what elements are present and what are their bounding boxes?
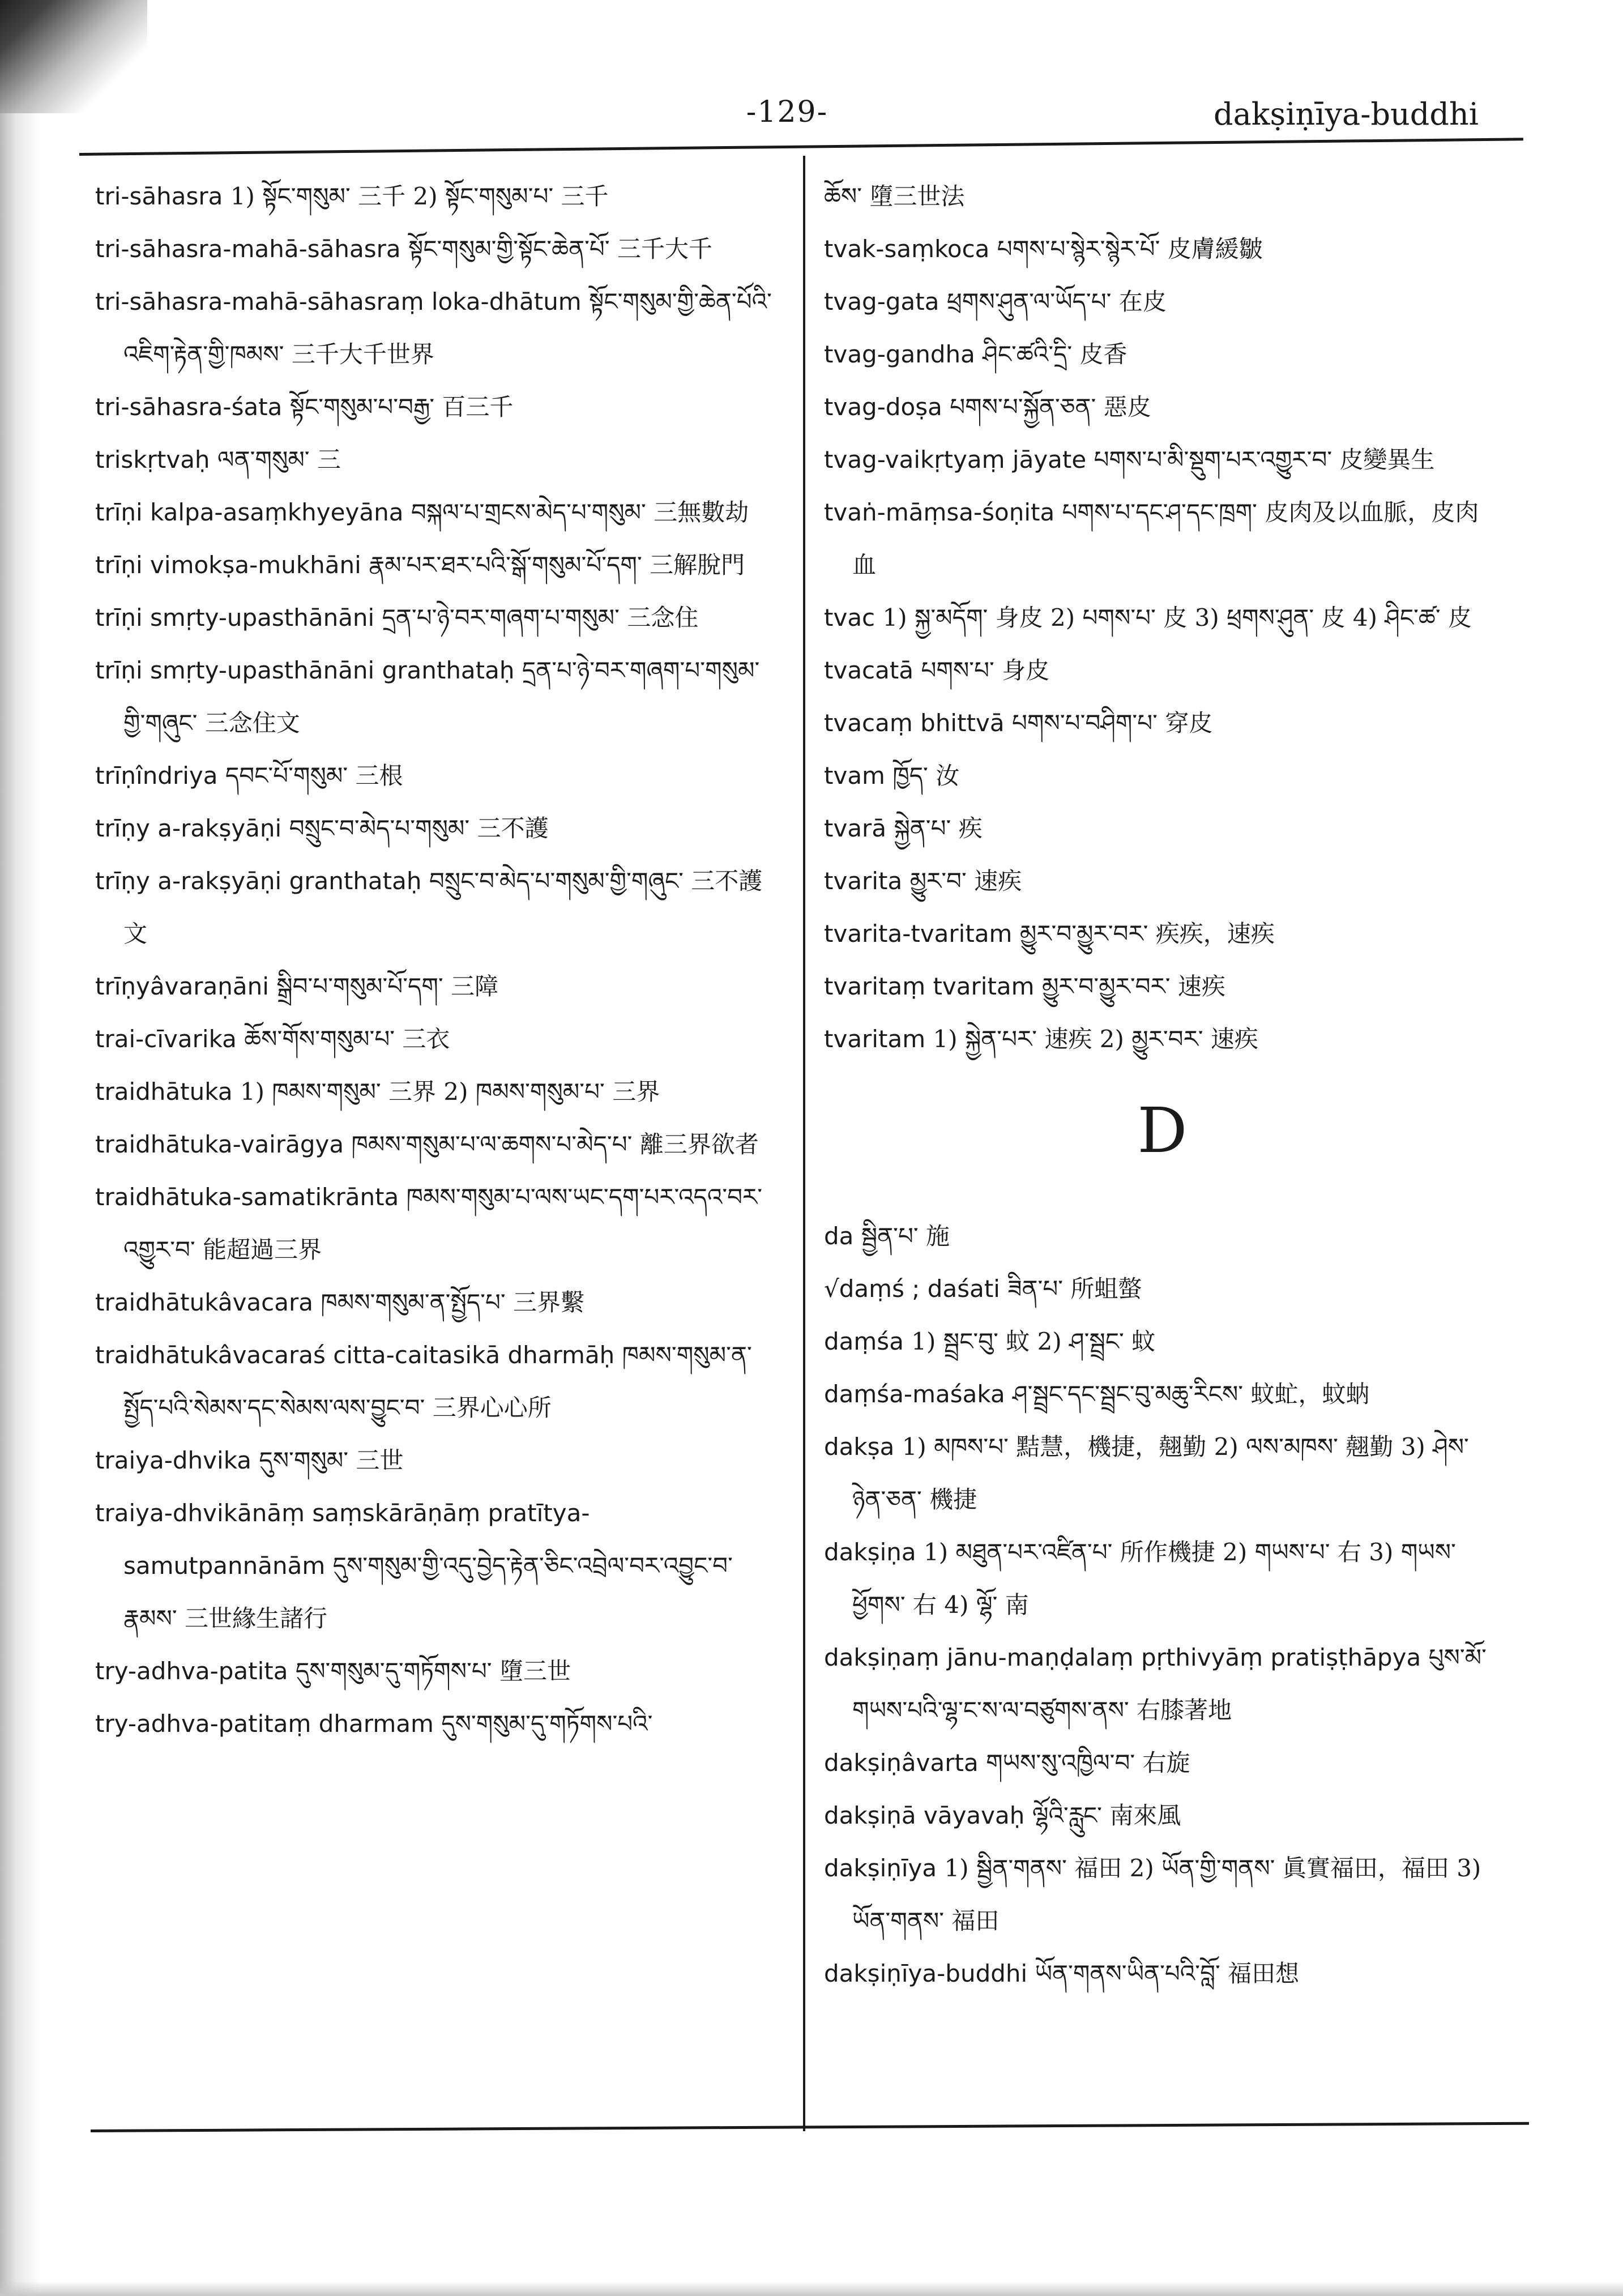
definition: བསྐལ་པ་གྲངས་མེད་པ་གསུམ་ 三無數劫 <box>411 498 749 526</box>
headword: trai-cīvarika <box>95 1025 237 1053</box>
dictionary-entry <box>95 591 775 644</box>
headword: tri-sāhasra <box>95 182 223 210</box>
headword: tvac <box>824 604 875 631</box>
definition: བསྲུང་བ་མེད་པ་གསུམ་ 三不護 <box>289 814 549 842</box>
definition: ཁམས་གསུམ་པ་ལ་ཆགས་པ་མེད་པ་ 離三界欲者 <box>351 1130 759 1158</box>
definition: གཡས་སུ་འཁྱིལ་བ་ 右旋 <box>986 1749 1190 1777</box>
dictionary-entry <box>95 223 775 275</box>
headword: trīṇi smṛty-upasthānāni granthataḥ <box>95 656 515 684</box>
headword: tvaritam <box>824 1025 926 1053</box>
dictionary-entry <box>824 381 1501 433</box>
definition: ཡོན་གནས་ཡིན་པའི་བློ་ 福田想 <box>1035 1960 1300 1987</box>
dictionary-entry <box>824 644 1501 697</box>
dictionary-entry <box>824 960 1501 1013</box>
definition: ཟིན་པ་ 所蛆螫 <box>1007 1275 1142 1303</box>
dictionary-entry <box>95 381 775 433</box>
definition: དུས་གསུམ་དུ་གཏོགས་པའི་ <box>441 1710 653 1738</box>
definition: མྱུར་བ་མྱུར་བར་ 速疾 <box>1041 972 1225 1000</box>
dictionary-entry <box>95 1697 775 1750</box>
dictionary-entry <box>95 486 775 539</box>
dictionary-entry <box>824 1789 1501 1842</box>
headword: dakṣa <box>824 1433 895 1461</box>
dictionary-entry <box>95 855 775 960</box>
dictionary-entry <box>824 1210 1501 1262</box>
page-number: -129- <box>746 95 828 129</box>
dictionary-entry <box>824 1013 1501 1065</box>
left-column <box>95 170 775 1750</box>
headword: √daṃś ; daśati <box>824 1275 1000 1303</box>
scan-bottom-shadow <box>0 2281 1623 2296</box>
definition: རྣམ་པར་ཐར་པའི་སྒོ་གསུམ་པོ་དག་ 三解脫門 <box>369 551 745 579</box>
dictionary-entry <box>95 1329 775 1434</box>
definition: 1) སྟོང་གསུམ་ 三千 2) སྟོང་གསུམ་པ་ 三千 <box>230 182 609 210</box>
dictionary-entry <box>824 275 1501 328</box>
dictionary-entry <box>824 1368 1501 1420</box>
headword: trīṇi kalpa-asaṃkhyeyāna <box>95 498 404 526</box>
dictionary-entry <box>95 275 775 381</box>
definition: པགས་པ་དང་ཤ་དང་ཁྲག་ 皮肉及以血脈，皮肉血 <box>852 498 1479 579</box>
definition: སྦྱིན་པ་ 施 <box>861 1222 950 1250</box>
dictionary-entry <box>95 1645 775 1697</box>
column-divider <box>803 156 805 2131</box>
headword: traiya-dhvikānāṃ saṃskārāṇāṃ pratītya-samutpannānām <box>95 1499 590 1580</box>
definition: མྱུར་བ་ 速疾 <box>909 867 1022 895</box>
headword: tri-sāhasra-mahā-sāhasra <box>95 235 401 263</box>
definition: ཁམས་གསུམ་པ་ལས་ཡང་དག་པར་འདའ་བར་འགྱུར་བ་ 能超過三界 <box>123 1183 763 1264</box>
headword: tvaṅ-māṃsa-śoṇita <box>824 498 1055 526</box>
definition: ཕྲགས་ཤུན་ལ་ཡོད་པ་ 在皮 <box>946 288 1167 315</box>
definition: དུས་གསུམ་ 三世 <box>259 1446 404 1474</box>
dictionary-entry <box>824 855 1501 907</box>
headword: tvarita <box>824 867 903 895</box>
definition: དབང་པོ་གསུམ་ 三根 <box>225 762 403 789</box>
definition: དྲན་པ་ཉེ་བར་གཞག་པ་གསུམ་ 三念住 <box>382 604 699 631</box>
definition: ཁམས་གསུམ་ན་སྤྱོད་པའི་སེམས་དང་སེམས་ལས་བྱུང་བ་ 三界心心所 <box>123 1341 752 1422</box>
dictionary-entry <box>95 1013 775 1065</box>
headword: traidhātukâvacaraś citta-caitasikā dharmāḥ <box>95 1341 615 1369</box>
headword: dakṣiṇīya-buddhi <box>824 1960 1028 1987</box>
dictionary-entry <box>824 486 1501 591</box>
definition: 1) སྐྱ་མདོག་ 身皮 2) པགས་པ་ 皮 3) ཕྲགས་ཤུན་ 皮 4) ཤིང་ཚ་ 皮 <box>882 604 1472 631</box>
headword: tvag-doṣa <box>824 393 942 421</box>
headword: tvag-vaikṛtyaṃ jāyate <box>824 446 1087 473</box>
dictionary-entry <box>95 960 775 1013</box>
definition: 1) ཁམས་གསུམ་ 三界 2) ཁམས་གསུམ་པ་ 三界 <box>240 1078 660 1106</box>
headword: triskṛtvaḥ <box>95 446 210 473</box>
headword: tvacatā <box>824 656 914 684</box>
definition: 1) མཁས་པ་ 黠慧，機捷，翹勤 2) ལས་མཁས་ 翹勤 3) ཤེས་ཉེན་ཅན་ 機捷 <box>852 1433 1469 1513</box>
headword: dakṣiṇā vāyavaḥ <box>824 1802 1025 1829</box>
dictionary-entry <box>824 802 1501 855</box>
section-letter-heading: D <box>1137 1094 1188 1167</box>
definition: ཆོས་ 墮三世法 <box>824 182 965 210</box>
dictionary-entry <box>824 1631 1501 1736</box>
dictionary-entry <box>824 328 1501 381</box>
definition: པགས་པ་སྐྱོན་ཅན་ 惡皮 <box>950 393 1151 421</box>
definition: མྱུར་བ་མྱུར་བར་ 疾疾，速疾 <box>1019 920 1275 948</box>
headword: traiya-dhvika <box>95 1446 252 1474</box>
headword: tvag-gata <box>824 288 939 315</box>
dictionary-entry <box>824 223 1501 275</box>
headword: tvak-saṃkoca <box>824 235 990 263</box>
headword: traidhātukâvacara <box>95 1288 313 1316</box>
definition: ཁྱོད་ 汝 <box>892 762 960 789</box>
dictionary-entry <box>95 1065 775 1118</box>
definition: སྐྱེན་པ་ 疾 <box>894 814 983 842</box>
dictionary-entry <box>824 907 1501 960</box>
headword: tvarā <box>824 814 887 842</box>
dictionary-entry <box>95 1434 775 1487</box>
headword: tvacaṃ bhittvā <box>824 709 1005 737</box>
headword: dakṣiṇâvarta <box>824 1749 979 1777</box>
headword: trīṇi smṛty-upasthānāni <box>95 604 375 631</box>
definition: སྟོང་གསུམ་གྱི་ཆེན་པོའི་འཇིག་རྟེན་གྱི་ཁམས་ 三千大千世界 <box>123 288 772 368</box>
headword: trīṇi vimokṣa-mukhāni <box>95 551 361 579</box>
dictionary-entry <box>95 170 775 223</box>
dictionary-entry <box>824 433 1501 486</box>
definition: པགས་པ་མི་སྡུག་པར་འགྱུར་བ་ 皮變異生 <box>1094 446 1435 473</box>
dictionary-entry <box>95 1118 775 1171</box>
dictionary-entry <box>95 802 775 855</box>
definition: སྟོང་གསུམ་པ་བརྒྱ་ 百三千 <box>289 393 514 421</box>
definition: བསྲུང་བ་མེད་པ་གསུམ་གྱི་གཞུང་ 三不護文 <box>123 867 763 948</box>
definition: དུས་གསུམ་གྱི་འདུ་བྱེད་རྟེན་ཅིང་འབྲེལ་བར་འབྱུང་བ་རྣམས་ 三世緣生諸行 <box>123 1552 733 1632</box>
dictionary-entry <box>95 433 775 486</box>
headword: trīṇy a-rakṣyāṇi <box>95 814 282 842</box>
headword: daṃśa-maśaka <box>824 1380 1005 1408</box>
definition: 1) སྦྱིན་གནས་ 福田 2) ཡོན་གྱི་གནས་ 眞實福田，福田 3) ཡོན་གནས་ 福田 <box>852 1854 1481 1935</box>
dictionary-entry <box>824 1315 1501 1368</box>
right-column <box>824 170 1501 2000</box>
dictionary-entry <box>824 749 1501 802</box>
dictionary-entry <box>824 591 1501 644</box>
dictionary-entry <box>95 539 775 591</box>
definition: ཤ་སྦྲང་དང་སྦྲང་བུ་མཆུ་རིངས་ 蚊虻，蚊蚋 <box>1013 1380 1370 1408</box>
definition: ལན་གསུམ་ 三 <box>217 446 341 473</box>
dictionary-entry <box>95 749 775 802</box>
headword: tvag-gandha <box>824 340 975 368</box>
definition: པགས་པ་ 身皮 <box>921 656 1050 684</box>
headword: try-adhva-patita <box>95 1657 288 1685</box>
dictionary-entry <box>824 1736 1501 1789</box>
definition: པགས་པ་བཤིག་པ་ 穿皮 <box>1012 709 1213 737</box>
definition: སྒྲིབ་པ་གསུམ་པོ་དག་ 三障 <box>276 972 499 1000</box>
definition: ལྷོའི་རླུང་ 南來風 <box>1032 1802 1181 1829</box>
dictionary-entry <box>824 1842 1501 1947</box>
definition: དྲན་པ་ཉེ་བར་གཞག་པ་གསུམ་གྱི་གཞུང་ 三念住文 <box>123 656 760 737</box>
scan-edge-shadow <box>0 0 40 2296</box>
dictionary-entry <box>95 1171 775 1276</box>
scan-corner-shadow <box>0 0 147 113</box>
headword: tvaritaṃ tvaritam <box>824 972 1035 1000</box>
definition: པགས་པ་སྙེར་སྙེར་པོ་ 皮膚緩皺 <box>997 235 1263 263</box>
headword: trīṇy a-rakṣyāṇi granthataḥ <box>95 867 422 895</box>
running-head: dakṣiṇīya-buddhi <box>1214 96 1479 132</box>
definition: 1) སྦྲང་བུ་ 蚊 2) ཤ་སྦྲང་ 蚊 <box>911 1328 1156 1355</box>
headword: da <box>824 1222 854 1250</box>
definition: 1) མཐུན་པར་འཛིན་པ་ 所作機捷 2) གཡས་པ་ 右 3) གཡས་ཕྱོགས་ 右 4) ལྷོ་ 南 <box>852 1538 1456 1619</box>
definition: ཆོས་གོས་གསུམ་པ་ 三衣 <box>244 1025 450 1053</box>
headword: dakṣiṇīya <box>824 1854 937 1882</box>
dictionary-entry <box>824 1526 1501 1631</box>
definition: 1) སྐྱེན་པར་ 速疾 2) མྱུར་བར་ 速疾 <box>933 1025 1258 1053</box>
definition: ཤིང་ཚའི་དྲི་ 皮香 <box>983 340 1127 368</box>
dictionary-entry <box>824 1947 1501 2000</box>
headword: traidhātuka-samatikrānta <box>95 1183 399 1211</box>
headword: trīṇîndriya <box>95 762 218 789</box>
dictionary-entry <box>824 1262 1501 1315</box>
headword: traidhātuka-vairāgya <box>95 1130 344 1158</box>
dictionary-entry <box>95 644 775 749</box>
headword: tri-sāhasra-śata <box>95 393 283 421</box>
headword: tri-sāhasra-mahā-sāhasraṃ loka-dhātum <box>95 288 582 315</box>
definition: སྟོང་གསུམ་གྱི་སྟོང་ཆེན་པོ་ 三千大千 <box>408 235 713 263</box>
headword: trīṇyâvaraṇāni <box>95 972 269 1000</box>
definition: པུས་མོ་གཡས་པའི་ལྷ་ང་ས་ལ་བཙུགས་ནས་ 右膝著地 <box>852 1644 1487 1724</box>
dictionary-entry-continuation <box>824 170 1501 223</box>
dictionary-entry <box>824 1420 1501 1526</box>
headword: tvam <box>824 762 885 789</box>
headword: daṃśa <box>824 1328 904 1355</box>
definition: ཁམས་གསུམ་ན་སྤྱོད་པ་ 三界繫 <box>321 1288 585 1316</box>
dictionary-entry <box>95 1276 775 1329</box>
headword: traidhātuka <box>95 1078 233 1106</box>
definition: དུས་གསུམ་དུ་གཏོགས་པ་ 墮三世 <box>295 1657 571 1685</box>
headword: tvarita-tvaritam <box>824 920 1013 948</box>
footer-rule <box>91 2122 1529 2132</box>
headword: dakṣiṇaṃ jānu-maṇḍalaṃ pṛthivyāṃ pratiṣṭhāpya <box>824 1644 1421 1671</box>
headword: dakṣiṇa <box>824 1538 916 1566</box>
headword: try-adhva-patitaṃ dharmam <box>95 1710 434 1738</box>
dictionary-entry <box>824 697 1501 749</box>
header-rule <box>79 138 1523 156</box>
dictionary-entry <box>95 1487 775 1645</box>
